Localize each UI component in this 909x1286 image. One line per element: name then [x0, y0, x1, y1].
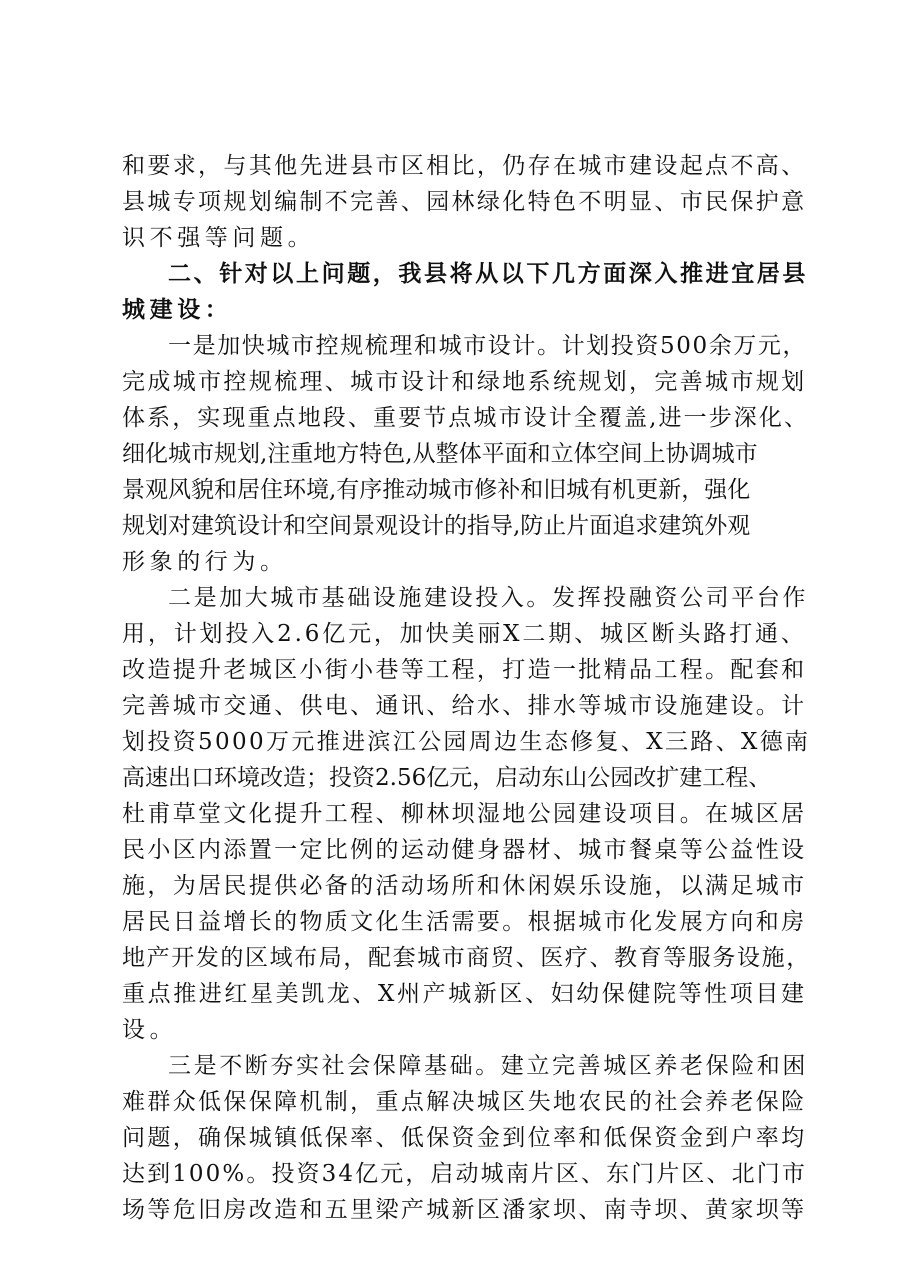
text-line: 改造提升老城区小街小巷等工程，打造一批精品工程。配套和	[122, 657, 807, 683]
text-line: 完成城市控规梳理、城市设计和绿地系统规划，完善城市规划	[122, 369, 807, 395]
text-line: 细化城市规划,注重地方特色,从整体平面和立体空间上协调城市	[122, 441, 758, 467]
text-line: 重点推进红星美凯龙、X州产城新区、妇幼保健院等性项目建	[122, 981, 807, 1007]
text-line: 杜甫草堂文化提升工程、柳林坝湿地公园建设项目。在城区居	[122, 801, 807, 827]
text-line: 设。	[122, 1017, 178, 1043]
text-line: 问题，确保城镇低保率、低保资金到位率和低保资金到户率均	[122, 1125, 807, 1151]
text-line: 形象的行为。	[122, 549, 288, 575]
section-heading: 二、针对以上问题，我县将从以下几方面深入推进宜居县	[168, 260, 808, 287]
text-line: 地产开发的区域布局，配套城市商贸、医疗、教育等服务设施，	[122, 945, 811, 971]
text-line: 民小区内添置一定比例的运动健身器材、城市餐桌等公益性设	[122, 837, 807, 863]
text-line: 用，计划投入2.6亿元，加快美丽X二期、城区断头路打通、	[122, 621, 807, 647]
paragraph-start: 三是不断夯实社会保障基础。建立完善城区养老保险和困	[168, 1053, 808, 1079]
paragraph-start: 二是加大城市基础设施建设投入。发挥投融资公司平台作	[168, 585, 808, 611]
text-line: 景观风貌和居住环境,有序推动城市修补和旧城有机更新，强化	[122, 477, 751, 503]
document-body	[122, 148, 811, 1228]
section-heading-continued: 城建设：	[122, 296, 233, 323]
text-line: 和要求，与其他先进县市区相比，仍存在城市建设起点不高、	[122, 153, 807, 179]
paragraph-start: 一是加快城市控规梳理和城市设计。计划投资500余万元，	[168, 333, 808, 359]
text-line: 划投资5000万元推进滨江公园周边生态修复、X三路、X德南	[122, 729, 811, 755]
text-line: 高速出口环境改造；投资2.56亿元，启动东山公园改扩建工程、	[122, 765, 772, 791]
text-line: 完善城市交通、供电、通讯、给水、排水等城市设施建设。计	[122, 693, 807, 719]
text-line: 居民日益增长的物质文化生活需要。根据城市化发展方向和房	[122, 909, 807, 935]
text-line: 难群众低保保障机制，重点解决城区失地农民的社会养老保险	[122, 1089, 807, 1115]
text-line: 施，为居民提供必备的活动场所和休闲娱乐设施，以满足城市	[122, 873, 807, 899]
text-line: 体系，实现重点地段、重要节点城市设计全覆盖,进一步深化、	[122, 405, 810, 431]
text-line: 识不强等问题。	[122, 225, 316, 251]
text-line: 县城专项规划编制不完善、园林绿化特色不明显、市民保护意	[122, 189, 807, 215]
text-line: 场等危旧房改造和五里梁产城新区潘家坝、南寺坝、黄家坝等	[122, 1197, 807, 1223]
text-line: 达到100%。投资34亿元，启动城南片区、东门片区、北门市	[122, 1161, 807, 1187]
text-line: 规划对建筑设计和空间景观设计的指导,防止片面追求建筑外观	[122, 513, 751, 539]
